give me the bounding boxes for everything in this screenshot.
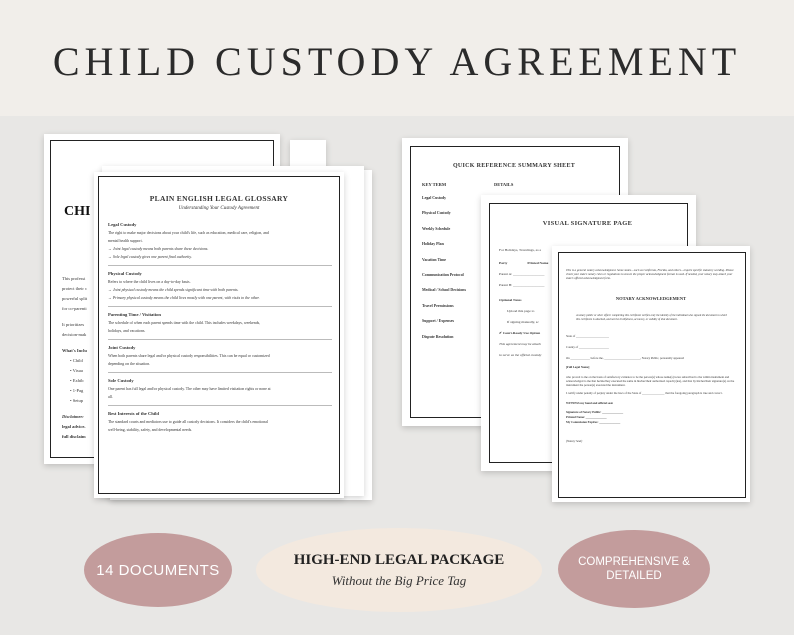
summary-row: Dispute Resolution [422,334,454,339]
glossary-heading: Legal Custody [108,222,137,227]
summary-col1: KEY TERM [422,182,447,187]
notary-state: State of [566,334,576,338]
summary-row: Vacation Time [422,257,447,262]
glossary-line: The right to make major decisions about your child's life, such as education, medical care, religion, and [108,231,269,235]
summary-row: Weekly Schedule [422,226,451,231]
notary-printed: Printed Name: [566,415,585,420]
glossary-section [108,222,332,266]
summary-title: QUICK REFERENCE SUMMARY SHEET [452,163,576,169]
notary-witness: WITNESS my hand and official seal. [566,401,614,406]
glossary-line: mental health support. [108,239,143,243]
signature-party: Party [499,261,508,265]
signature-parent-b: Parent B: __________________ [499,283,545,287]
glossary-heading: Joint Custody [108,345,136,350]
glossary-sections [108,222,332,443]
glossary-line: The standard courts and mediators use to guide all custody decisions. It considers the child's emotional [108,420,268,424]
badge-high-end-title: HIGH-END LEGAL PACKAGE [293,551,505,568]
summary-col2: DETAILS [494,182,514,187]
badge-documents-count [84,533,232,607]
signature-parent-a: Parent A: __________________ [499,272,545,276]
notary-title: NOTARY ACKNOWLEDGEMENT [615,296,687,301]
glossary-title: PLAIN ENGLISH LEGAL GLOSSARY [149,194,289,203]
doc-title-partial: CHI [64,204,91,219]
glossary-subtitle: Understanding Your Custody Agreement [178,206,260,211]
summary-row: Legal Custody [422,196,447,200]
notary-para2: who proved to me on the basis of satisfactory evidence to be the person(s) whose name(s) is/are subscribed to the within instrument and acknowledged to me that he/she/they executed the same in his/her/their authorized capacity(ies), and that by his/her/their signature(s) on the instrument the person(s) executed the instrument. [566,375,735,387]
glossary-section [108,271,332,307]
glossary-line: → Joint legal custody means both parents share these decisions. [108,247,209,251]
glossary-line: The schedule of when each parent spends time with the child. This includes weekdays, weekends, [108,321,261,325]
glossary-document [94,172,344,498]
signature-optional: Optional Notes [499,298,522,302]
notary-para3: I certify under penalty of perjury under the laws of the State of _______________ that the foregoing paragraph is true and correct. [566,391,723,396]
glossary-section [108,411,332,438]
doc-para1: This professi protect their c powerful split for co-parenti It prioritizes decision-mak What's Inclu • Child • Visua • Exhib • 1-Pag • Setup Disclaimer: legal advice. full disclaim [62,276,88,439]
glossary-line: → Joint physical custody means the child spends significant time with both parents. [108,288,239,292]
glossary-line: depending on the situation. [108,362,151,366]
badge-comprehensive-line1: COMPREHENSIVE & [578,556,690,568]
signature-court: Court-Ready Use Option [502,331,541,335]
notary-document: This is a general notary acknowledgment. Some states—such as California, Florida, and others—require specific statutory wording. Please check your state's notary rules or regulations to ensure the proper acknowledgment format is used. If needed, your notary may attach your state's official acknowledgment form. NOTARY ACKNOWLEDGEMENT A notary public or other officer completing this certificate verifies only the identity of the individual who signed the document to which this certificate is attached, and not the truthfulness, accuracy, or validity of that document. State of ______________________ County of ____________________ On _____________ before me, ________________________, Notary Public, personally appeared [Full Legal Name] who proved to me on the basis of satisfactory evidence to be the person(s) whose name(s) is/are subscribed to the within instrument and acknowledged to me that he/she/they executed the same in his/her/their authorized capacity(ies), and that by his/her/their signature(s) on the instrument the person(s) executed the instrument. I certify under penalty of perjury under the laws of the State of _______________ that the foregoing paragraph is true and correct. WITNESS my hand and official seal. Signature of Notary Public: ______________ Printed Name: ______________ My Commission Expires: ______________ (Notary Seal) [552,246,750,502]
glossary-line: When both parents share legal and/or physical custody responsibilities. This can be equal or customized [108,354,270,358]
notary-sig: Signature of Notary Public: [566,410,602,415]
notary-county: County of [566,345,579,349]
glossary-heading: Best Interests of the Child [108,411,159,416]
glossary-section [108,378,332,406]
glossary-line: holidays, and vacations. [108,329,146,333]
glossary-line: → Sole legal custody gives one parent final authority. [108,255,192,259]
glossary-line: → Primary physical custody means the child lives mostly with one parent, with visits to the other. [108,296,260,300]
glossary-line: Refers to where the child lives on a day-to-day basis. [108,280,191,284]
glossary-line: all. [108,395,113,399]
glossary-line: One parent has full legal and/or physical custody. The other may have limited visitation rights or none at [108,387,271,391]
notary-note: This is a general notary acknowledgment. Some states—such as California, Florida, and others—require specific statutory wording. Please check your state's notary rules or regulations to ensure the proper acknowledgment format is used. If needed, your notary may attach your state's official acknowledgment form. [566,268,734,280]
summary-row: Medical / School Decisions [422,288,466,293]
notary-para1: A notary public or other officer completing this certificate verifies only the identity of the individual who signed the document to which this certificate is attached, and not the truthfulness, accuracy, or validity of that document. [576,314,728,321]
badge-high-end-sub: Without the Big Price Tag [331,572,467,588]
glossary-heading: Physical Custody [108,271,142,276]
glossary-section [108,345,332,373]
page-title: CHILD CUSTODY AGREEMENT [52,39,742,84]
notary-full-name: [Full Legal Name] [566,365,590,369]
glossary-line: well-being, stability, safety, and developmental needs. [108,428,193,432]
notary-expires: My Commission Expires: [566,420,599,425]
summary-row: Holiday Plan [422,242,444,247]
badge-high-end [256,528,542,612]
badge-comprehensive [558,530,710,608]
summary-row: Support / Expenses [422,319,454,324]
notary-seal: (Notary Seal) [566,439,583,444]
badge-comprehensive-line2: DETAILED [606,570,662,582]
signature-title: VISUAL SIGNATURE PAGE [542,220,633,227]
notary-on-line: On _____________ before me, ________________________, Notary Public, personally appeared [566,356,685,360]
signature-intro: For Holidays, Travelings, as a [499,248,541,252]
glossary-heading: Sole Custody [108,378,134,383]
signature-printed-name: Printed Name [527,261,549,265]
glossary-section [108,312,332,340]
summary-row: Communication Protocol [422,272,464,277]
badge-documents-count-label: 14 DOCUMENTS [96,561,220,579]
summary-row: Travel Permissions [422,303,454,308]
glossary-heading: Parenting Time / Visitation [108,312,161,317]
summary-row: Physical Custody [422,211,451,216]
signature-document: VISUAL SIGNATURE PAGE For Holidays, Travelings, as a Party Printed Name Parent A: __________________ Parent B: __________________ Optional Notes Upload this page to If signing manually, sc ✔ Court-Ready Use Option This agreement may be attach to serve as the official custody [481,195,696,471]
